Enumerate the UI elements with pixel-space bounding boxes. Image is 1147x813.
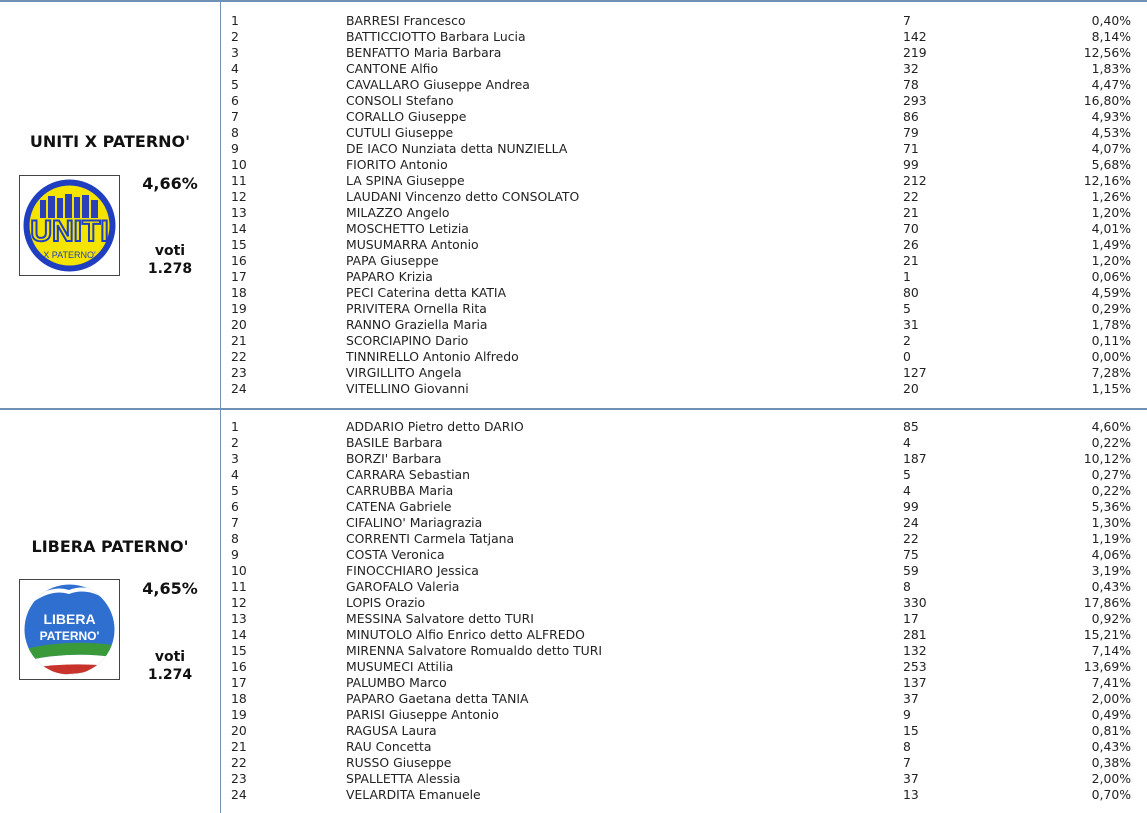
table-row — [231, 563, 1141, 579]
table-row — [231, 675, 1141, 691]
candidate-name: LA SPINA Giuseppe — [346, 173, 465, 188]
logo-sub-text: X PATERNO' — [43, 250, 96, 260]
candidate-number: 7 — [231, 109, 239, 124]
candidate-number: 11 — [231, 173, 247, 188]
candidate-name: BORZI' Barbara — [346, 451, 442, 466]
candidate-votes: 9 — [903, 707, 911, 722]
candidate-number: 21 — [231, 739, 247, 754]
candidate-number: 22 — [231, 755, 247, 770]
candidate-votes: 59 — [903, 563, 919, 578]
table-row — [231, 707, 1141, 723]
candidate-percent: 1,20% — [1091, 205, 1131, 220]
candidate-percent: 4,07% — [1091, 141, 1131, 156]
table-row — [231, 349, 1141, 365]
candidate-percent: 4,47% — [1091, 77, 1131, 92]
candidate-percent: 16,80% — [1083, 93, 1131, 108]
candidate-votes: 253 — [903, 659, 927, 674]
candidate-number: 21 — [231, 333, 247, 348]
table-row — [231, 301, 1141, 317]
candidate-list — [231, 419, 1141, 803]
candidate-votes: 71 — [903, 141, 919, 156]
candidate-name: MILAZZO Angelo — [346, 205, 450, 220]
candidate-votes: 330 — [903, 595, 927, 610]
candidate-name: RAU Concetta — [346, 739, 432, 754]
candidate-votes: 78 — [903, 77, 919, 92]
candidate-number: 6 — [231, 93, 239, 108]
candidate-votes: 132 — [903, 643, 927, 658]
table-row — [231, 157, 1141, 173]
candidate-votes: 15 — [903, 723, 919, 738]
candidate-votes: 142 — [903, 29, 927, 44]
candidate-votes: 24 — [903, 515, 919, 530]
candidate-number: 13 — [231, 205, 247, 220]
candidate-number: 9 — [231, 141, 239, 156]
candidate-name: CARRARA Sebastian — [346, 467, 470, 482]
table-row — [231, 381, 1141, 397]
candidate-number: 15 — [231, 237, 247, 252]
candidate-percent: 1,26% — [1091, 189, 1131, 204]
candidate-percent: 1,78% — [1091, 317, 1131, 332]
table-row — [231, 547, 1141, 563]
candidate-votes: 127 — [903, 365, 927, 380]
table-row — [231, 659, 1141, 675]
table-row — [231, 643, 1141, 659]
candidate-name: CONSOLI Stefano — [346, 93, 454, 108]
candidate-votes: 4 — [903, 483, 911, 498]
candidate-name: MIRENNA Salvatore Romualdo detto TURI — [346, 643, 602, 658]
candidate-number: 1 — [231, 419, 239, 434]
candidate-name: PAPARO Krizia — [346, 269, 433, 284]
table-row — [231, 691, 1141, 707]
party-percent: 4,65% — [142, 579, 198, 598]
candidate-name: TINNIRELLO Antonio Alfredo — [346, 349, 519, 364]
party-summary — [0, 2, 220, 408]
table-row — [231, 755, 1141, 771]
candidate-votes: 219 — [903, 45, 927, 60]
candidate-percent: 1,30% — [1091, 515, 1131, 530]
candidate-votes: 22 — [903, 189, 919, 204]
party-block-libera — [0, 410, 1147, 813]
candidate-number: 1 — [231, 13, 239, 28]
candidate-percent: 4,59% — [1091, 285, 1131, 300]
table-row — [231, 787, 1141, 803]
candidate-name: CAVALLARO Giuseppe Andrea — [346, 77, 530, 92]
candidate-list — [231, 13, 1141, 397]
candidate-percent: 0,49% — [1091, 707, 1131, 722]
candidate-name: CANTONE Alfio — [346, 61, 439, 76]
candidate-percent: 4,93% — [1091, 109, 1131, 124]
candidate-percent: 0,81% — [1091, 723, 1131, 738]
candidate-number: 5 — [231, 77, 239, 92]
candidate-percent: 7,28% — [1091, 365, 1131, 380]
candidate-votes: 187 — [903, 451, 927, 466]
party-summary — [0, 410, 220, 813]
candidate-number: 10 — [231, 157, 247, 172]
candidate-number: 19 — [231, 707, 247, 722]
candidate-number: 14 — [231, 221, 247, 236]
candidate-name: VELARDITA Emanuele — [346, 787, 481, 802]
candidate-number: 17 — [231, 269, 247, 284]
table-row — [231, 365, 1141, 381]
candidate-percent: 1,15% — [1091, 381, 1131, 396]
candidate-percent: 12,56% — [1083, 45, 1131, 60]
candidate-percent: 0,43% — [1091, 739, 1131, 754]
candidate-name: RAGUSA Laura — [346, 723, 437, 738]
table-row — [231, 317, 1141, 333]
table-row — [231, 93, 1141, 109]
uniti-x-paterno-logo-icon — [19, 175, 120, 276]
table-row — [231, 739, 1141, 755]
party-name: UNITI X PATERNO' — [29, 132, 191, 151]
candidate-votes: 13 — [903, 787, 919, 802]
candidate-percent: 10,12% — [1083, 451, 1131, 466]
candidate-number: 12 — [231, 189, 247, 204]
candidate-number: 3 — [231, 45, 239, 60]
candidate-votes: 1 — [903, 269, 911, 284]
candidate-number: 15 — [231, 643, 247, 658]
logo-line2-text: PATERNO' — [39, 629, 100, 643]
candidate-votes: 20 — [903, 381, 919, 396]
candidate-number: 3 — [231, 451, 239, 466]
candidate-name: RUSSO Giuseppe — [346, 755, 452, 770]
table-row — [231, 435, 1141, 451]
table-row — [231, 221, 1141, 237]
candidate-name: CORALLO Giuseppe — [346, 109, 467, 124]
candidate-votes: 80 — [903, 285, 919, 300]
candidate-name: MUSUMARRA Antonio — [346, 237, 479, 252]
candidate-number: 7 — [231, 515, 239, 530]
candidate-percent: 4,01% — [1091, 221, 1131, 236]
candidate-percent: 0,29% — [1091, 301, 1131, 316]
candidate-name: MOSCHETTO Letizia — [346, 221, 469, 236]
candidate-number: 23 — [231, 771, 247, 786]
candidate-votes: 99 — [903, 499, 919, 514]
candidate-percent: 1,49% — [1091, 237, 1131, 252]
libera-paterno-logo-icon — [19, 579, 120, 680]
candidate-name: SCORCIAPINO Dario — [346, 333, 469, 348]
candidate-name: MESSINA Salvatore detto TURI — [346, 611, 534, 626]
candidate-votes: 32 — [903, 61, 919, 76]
candidate-percent: 0,70% — [1091, 787, 1131, 802]
candidate-votes: 37 — [903, 691, 919, 706]
candidate-number: 18 — [231, 285, 247, 300]
candidate-number: 2 — [231, 29, 239, 44]
candidate-name: CUTULI Giuseppe — [346, 125, 454, 140]
candidate-votes: 4 — [903, 435, 911, 450]
candidate-percent: 17,86% — [1083, 595, 1131, 610]
candidate-percent: 4,06% — [1091, 547, 1131, 562]
table-row — [231, 771, 1141, 787]
candidate-percent: 0,38% — [1091, 755, 1131, 770]
candidate-name: LAUDANI Vincenzo detto CONSOLATO — [346, 189, 580, 204]
candidate-name: ADDARIO Pietro detto DARIO — [346, 419, 524, 434]
candidate-number: 16 — [231, 253, 247, 268]
table-row — [231, 333, 1141, 349]
candidate-name: GAROFALO Valeria — [346, 579, 460, 594]
candidate-number: 12 — [231, 595, 247, 610]
candidate-number: 16 — [231, 659, 247, 674]
candidate-number: 10 — [231, 563, 247, 578]
candidate-votes: 37 — [903, 771, 919, 786]
candidate-percent: 13,69% — [1083, 659, 1131, 674]
candidate-votes: 5 — [903, 467, 911, 482]
table-row — [231, 125, 1141, 141]
table-row — [231, 627, 1141, 643]
candidate-votes: 8 — [903, 739, 911, 754]
candidate-number: 22 — [231, 349, 247, 364]
candidate-name: PAPA Giuseppe — [346, 253, 439, 268]
candidate-number: 8 — [231, 531, 239, 546]
candidate-name: FINOCCHIARO Jessica — [346, 563, 479, 578]
table-row — [231, 611, 1141, 627]
table-row — [231, 61, 1141, 77]
candidate-percent: 0,40% — [1091, 13, 1131, 28]
table-row — [231, 723, 1141, 739]
candidate-number: 13 — [231, 611, 247, 626]
table-row — [231, 499, 1141, 515]
table-row — [231, 269, 1141, 285]
logo-main-text: UNITI — [30, 215, 109, 248]
candidate-number: 4 — [231, 61, 239, 76]
candidate-number: 20 — [231, 723, 247, 738]
candidate-name: VITELLINO Giovanni — [346, 381, 469, 396]
candidate-percent: 2,00% — [1091, 691, 1131, 706]
candidate-name: SPALLETTA Alessia — [346, 771, 461, 786]
party-name: LIBERA PATERNO' — [31, 537, 189, 556]
candidate-name: PECI Caterina detta KATIA — [346, 285, 507, 300]
candidate-votes: 21 — [903, 205, 919, 220]
candidate-votes: 21 — [903, 253, 919, 268]
candidate-percent: 15,21% — [1083, 627, 1131, 642]
candidate-votes: 85 — [903, 419, 919, 434]
candidate-name: CATENA Gabriele — [346, 499, 452, 514]
candidate-number: 9 — [231, 547, 239, 562]
candidate-name: MINUTOLO Alfio Enrico detto ALFREDO — [346, 627, 585, 642]
table-row — [231, 285, 1141, 301]
candidate-percent: 0,06% — [1091, 269, 1131, 284]
candidate-name: PALUMBO Marco — [346, 675, 447, 690]
table-row — [231, 189, 1141, 205]
candidate-number: 20 — [231, 317, 247, 332]
votes-label: voti — [154, 649, 186, 665]
candidate-percent: 4,53% — [1091, 125, 1131, 140]
candidate-votes: 99 — [903, 157, 919, 172]
candidate-percent: 4,60% — [1091, 419, 1131, 434]
party-votes: 1.278 — [147, 261, 193, 277]
candidate-votes: 293 — [903, 93, 927, 108]
candidate-votes: 7 — [903, 13, 911, 28]
table-row — [231, 579, 1141, 595]
candidate-votes: 0 — [903, 349, 911, 364]
candidate-name: DE IACO Nunziata detta NUNZIELLA — [346, 141, 568, 156]
candidate-percent: 12,16% — [1083, 173, 1131, 188]
party-votes: 1.274 — [147, 667, 193, 683]
table-row — [231, 77, 1141, 93]
candidate-votes: 281 — [903, 627, 927, 642]
candidate-percent: 1,83% — [1091, 61, 1131, 76]
candidate-percent: 3,19% — [1091, 563, 1131, 578]
candidate-votes: 70 — [903, 221, 919, 236]
candidate-name: LOPIS Orazio — [346, 595, 426, 610]
candidate-number: 8 — [231, 125, 239, 140]
candidate-name: RANNO Graziella Maria — [346, 317, 488, 332]
table-row — [231, 141, 1141, 157]
table-row — [231, 531, 1141, 547]
table-row — [231, 595, 1141, 611]
candidate-votes: 22 — [903, 531, 919, 546]
candidate-votes: 5 — [903, 301, 911, 316]
table-row — [231, 45, 1141, 61]
candidate-percent: 0,11% — [1091, 333, 1131, 348]
candidate-votes: 8 — [903, 579, 911, 594]
table-row — [231, 483, 1141, 499]
candidate-number: 18 — [231, 691, 247, 706]
candidate-percent: 0,92% — [1091, 611, 1131, 626]
candidate-percent: 0,43% — [1091, 579, 1131, 594]
candidate-votes: 79 — [903, 125, 919, 140]
candidate-name: BASILE Barbara — [346, 435, 443, 450]
candidate-votes: 75 — [903, 547, 919, 562]
candidate-votes: 212 — [903, 173, 927, 188]
candidate-name: VIRGILLITO Angela — [346, 365, 462, 380]
candidate-percent: 1,19% — [1091, 531, 1131, 546]
candidate-percent: 0,00% — [1091, 349, 1131, 364]
candidate-number: 11 — [231, 579, 247, 594]
candidate-votes: 2 — [903, 333, 911, 348]
candidate-name: CORRENTI Carmela Tatjana — [346, 531, 515, 546]
logo-line1-text: LIBERA — [43, 611, 96, 627]
candidate-number: 19 — [231, 301, 247, 316]
candidate-percent: 2,00% — [1091, 771, 1131, 786]
candidate-name: CIFALINO' Mariagrazia — [346, 515, 483, 530]
candidate-number: 4 — [231, 467, 239, 482]
table-row — [231, 13, 1141, 29]
candidate-name: PAPARO Gaetana detta TANIA — [346, 691, 529, 706]
candidate-name: BARRESI Francesco — [346, 13, 466, 28]
candidate-number: 24 — [231, 787, 247, 802]
candidate-number: 5 — [231, 483, 239, 498]
votes-label: voti — [154, 243, 186, 259]
party-percent: 4,66% — [142, 174, 198, 193]
table-row — [231, 419, 1141, 435]
candidate-votes: 86 — [903, 109, 919, 124]
candidate-number: 6 — [231, 499, 239, 514]
candidate-percent: 0,22% — [1091, 435, 1131, 450]
candidate-percent: 0,27% — [1091, 467, 1131, 482]
candidate-name: FIORITO Antonio — [346, 157, 448, 172]
candidate-name: PRIVITERA Ornella Rita — [346, 301, 487, 316]
table-row — [231, 467, 1141, 483]
candidate-number: 23 — [231, 365, 247, 380]
candidate-votes: 26 — [903, 237, 919, 252]
candidate-percent: 0,22% — [1091, 483, 1131, 498]
party-block-uniti — [0, 2, 1147, 410]
table-row — [231, 451, 1141, 467]
candidate-number: 24 — [231, 381, 247, 396]
table-row — [231, 237, 1141, 253]
table-row — [231, 29, 1141, 45]
candidate-votes: 137 — [903, 675, 927, 690]
candidate-percent: 7,14% — [1091, 643, 1131, 658]
candidate-percent: 8,14% — [1091, 29, 1131, 44]
candidate-votes: 17 — [903, 611, 919, 626]
candidate-percent: 5,68% — [1091, 157, 1131, 172]
candidate-votes: 31 — [903, 317, 919, 332]
candidate-percent: 1,20% — [1091, 253, 1131, 268]
candidate-name: BENFATTO Maria Barbara — [346, 45, 502, 60]
candidate-votes: 7 — [903, 755, 911, 770]
table-row — [231, 253, 1141, 269]
candidate-name: BATTICCIOTTO Barbara Lucia — [346, 29, 526, 44]
candidate-name: COSTA Veronica — [346, 547, 445, 562]
table-row — [231, 173, 1141, 189]
table-row — [231, 109, 1141, 125]
candidate-number: 2 — [231, 435, 239, 450]
table-row — [231, 205, 1141, 221]
candidate-name: PARISI Giuseppe Antonio — [346, 707, 499, 722]
table-row — [231, 515, 1141, 531]
candidate-percent: 7,41% — [1091, 675, 1131, 690]
candidate-number: 14 — [231, 627, 247, 642]
candidate-number: 17 — [231, 675, 247, 690]
candidate-name: MUSUMECI Attilia — [346, 659, 454, 674]
candidate-name: CARRUBBA Maria — [346, 483, 454, 498]
candidate-percent: 5,36% — [1091, 499, 1131, 514]
